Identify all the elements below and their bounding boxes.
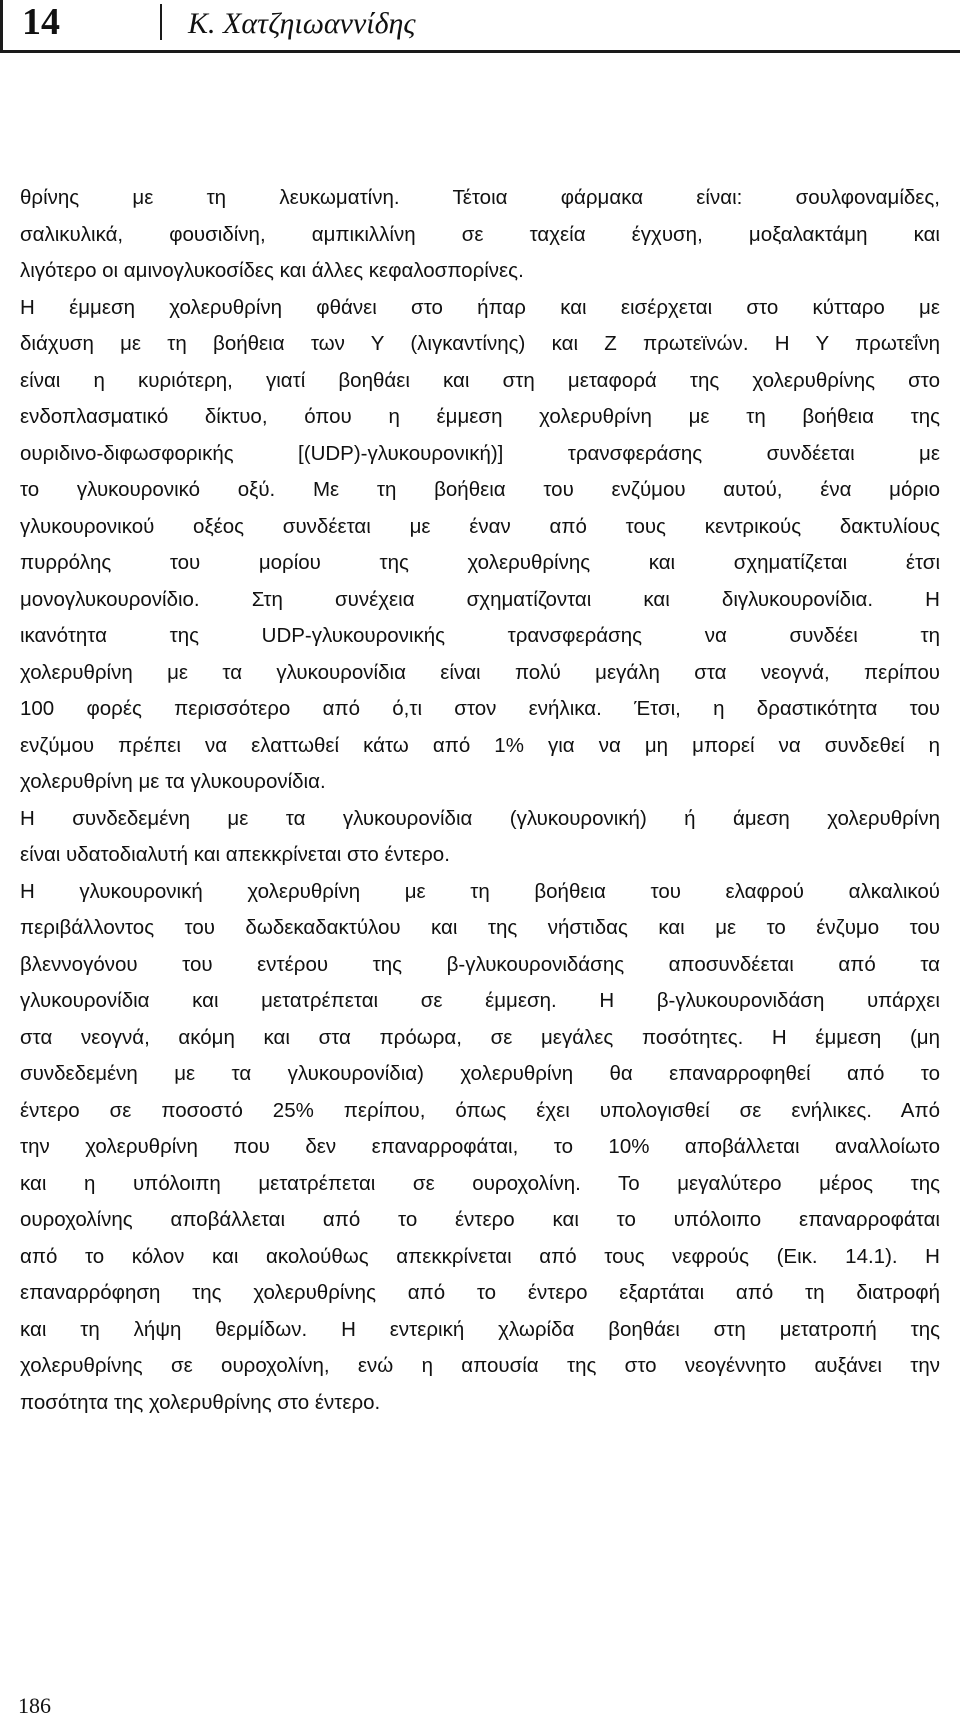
text-line: χολερυθρίνη με τα γλυκουρονίδια. [20, 770, 326, 793]
header-left-rule [0, 0, 3, 50]
text-line: έντερο σε ποσοστό 25% περίπου, όπως έχει υπολογισθεί σε ενήλικες. Από [20, 1098, 940, 1122]
text-line: ικανότητα της UDP-γλυκουρονικής τρανσφεράσης να συνδέει τη [20, 624, 940, 647]
text-line: ενδοπλασματικό δίκτυο, όπου η έμμεση χολερυθρίνη με τη βοήθεια της [20, 405, 940, 428]
text-line: 100 φορές περισσότερο από ό,τι στον ενήλικα. Έτσι, η δραστικότητα του [20, 697, 940, 720]
text-line: την χολερυθρίνη που δεν επαναρροφάται, το 10% αποβάλλεται αναλλοίωτο [20, 1135, 940, 1158]
text-line: το γλυκουρονικό οξύ. Με τη βοήθεια του ενζύμου αυτού, ένα μόριο [20, 478, 940, 501]
text-line: θρίνης με τη λευκωματίνη. Τέτοια φάρμακα είναι: σουλφοναμίδες, [20, 186, 940, 209]
header-separator [160, 4, 162, 40]
text-line: και τη λήψη θερμίδων. Η εντερική χλωρίδα βοηθάει στη μετατροπή της [20, 1317, 940, 1341]
header-rule [0, 50, 960, 53]
text-line: ενζύμου πρέπει να ελαττωθεί κάτω από 1% για να μη μπορεί να συνδεθεί η [20, 733, 940, 757]
text-line: χολερυθρίνης σε ουροχολίνη, ενώ η απουσία της στο νεογέννητο αυξάνει την [20, 1354, 940, 1377]
text-line: είναι υδατοδιαλυτή και απεκκρίνεται στο έντερο. [20, 843, 450, 866]
text-line: διάχυση με τη βοήθεια των Υ (λιγκαντίνης) και Ζ πρωτεϊνών. Η Υ πρωτεΐνη [20, 332, 940, 355]
text-line: ουριδινο-διφωσφορικής [(UDP)-γλυκουρονική)] τρανσφεράσης συνδέεται με [20, 441, 940, 465]
text-line: ποσότητα της χολερυθρίνης στο έντερο. [20, 1390, 381, 1414]
running-head-author: Κ. Χατζηιωαννίδης [188, 7, 416, 40]
text-line: συνδεδεμένη με τα γλυκουρονίδια) χολερυθρίνη θα επαναρροφηθεί από το [20, 1062, 940, 1085]
text-line: και η υπόλοιπη μετατρέπεται σε ουροχολίνη. Το μεγαλύτερο μέρος της [20, 1171, 940, 1195]
text-line: περιβάλλοντος του δωδεκαδακτύλου και της νήστιδας και με το ένζυμο του [20, 916, 940, 939]
text-line: σαλικυλικά, φουσιδίνη, αμπικιλλίνη σε ταχεία έγχυση, μοξαλακτάμη και [20, 222, 940, 246]
text-line: Η συνδεδεμένη με τα γλυκουρονίδια (γλυκουρονική) ή άμεση χολερυθρίνη [20, 806, 940, 830]
text-line: γλυκουρονίδια και μετατρέπεται σε έμμεση. Η β-γλυκουρονιδάση υπάρχει [20, 989, 940, 1012]
page-number: 14 [22, 1, 60, 43]
text-line: γλυκουρονικού οξέος συνδέεται με έναν από τους κεντρικούς δακτυλίους [20, 514, 940, 538]
text-line: χολερυθρίνη με τα γλυκουρονίδια είναι πολύ μεγάλη στα νεογνά, περίπου [20, 660, 940, 684]
text-line: βλεννογόνου του εντέρου της β-γλυκουρονιδάσης αποσυνδέεται από τα [20, 952, 940, 976]
text-line: πυρρόλης του μορίου της χολερυθρίνης και σχηματίζεται έτσι [20, 551, 940, 574]
text-line: λιγότερο οι αμινογλυκοσίδες και άλλες κεφαλοσπορίνες. [20, 259, 524, 282]
page-header [0, 0, 960, 56]
folio-number: 186 [18, 1693, 51, 1718]
text-line: επαναρρόφηση της χολερυθρίνης από το έντερο εξαρτάται από τη διατροφή [20, 1281, 940, 1304]
text-line: ουροχολίνης αποβάλλεται από το έντερο και το υπόλοιπο επαναρροφάται [20, 1208, 940, 1231]
text-line: Η γλυκουρονική χολερυθρίνη με τη βοήθεια του ελαφρού αλκαλικού [20, 879, 940, 903]
text-line: στα νεογνά, ακόμη και στα πρόωρα, σε μεγάλες ποσότητες. Η έμμεση (μη [20, 1025, 940, 1049]
text-line: μονογλυκουρονίδιο. Στη συνέχεια σχηματίζονται και διγλυκουρονίδια. Η [20, 587, 940, 611]
text-line: είναι η κυριότερη, γιατί βοηθάει και στη μεταφορά της χολερυθρίνης στο [20, 368, 940, 392]
body-text [20, 180, 940, 1421]
text-line: από το κόλον και ακολούθως απεκκρίνεται από τους νεφρούς (Εικ. 14.1). Η [20, 1244, 940, 1268]
text-line: Η έμμεση χολερυθρίνη φθάνει στο ήπαρ και εισέρχεται στο κύτταρο με [20, 295, 940, 319]
